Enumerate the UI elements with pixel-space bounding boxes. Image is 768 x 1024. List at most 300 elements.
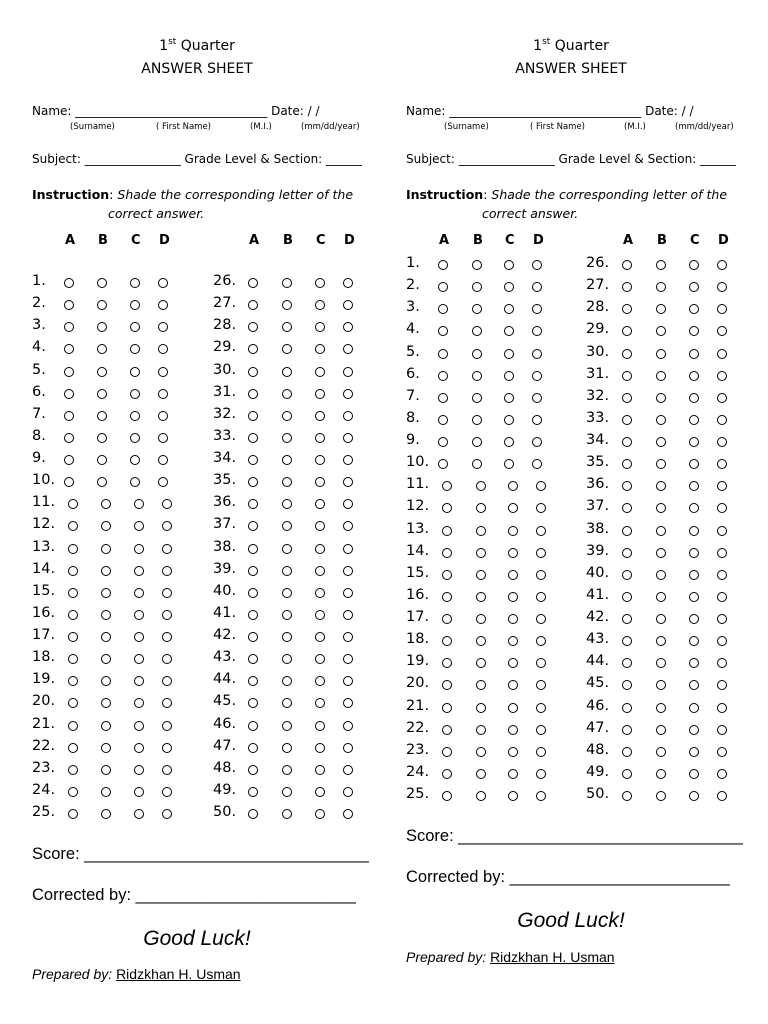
answer-bubble-d[interactable] [158, 455, 168, 465]
answer-bubble-d[interactable] [162, 765, 172, 775]
answer-bubble-b[interactable] [472, 260, 482, 270]
answer-bubble-c[interactable] [689, 570, 699, 580]
answer-bubble-a[interactable] [622, 791, 632, 801]
answer-bubble-d[interactable] [343, 389, 353, 399]
answer-bubble-a[interactable] [248, 743, 258, 753]
answer-bubble-a[interactable] [442, 481, 452, 491]
answer-bubble-d[interactable] [717, 459, 727, 469]
answer-bubble-c[interactable] [689, 481, 699, 491]
answer-bubble-b[interactable] [472, 349, 482, 359]
answer-bubble-d[interactable] [343, 632, 353, 642]
answer-bubble-a[interactable] [438, 326, 448, 336]
answer-bubble-a[interactable] [438, 304, 448, 314]
answer-bubble-c[interactable] [315, 566, 325, 576]
answer-bubble-c[interactable] [134, 610, 144, 620]
answer-bubble-a[interactable] [248, 521, 258, 531]
answer-bubble-c[interactable] [315, 389, 325, 399]
answer-bubble-b[interactable] [656, 769, 666, 779]
answer-bubble-c[interactable] [134, 566, 144, 576]
answer-bubble-b[interactable] [101, 743, 111, 753]
answer-bubble-a[interactable] [248, 588, 258, 598]
answer-bubble-a[interactable] [622, 415, 632, 425]
answer-bubble-a[interactable] [248, 544, 258, 554]
answer-bubble-c[interactable] [689, 548, 699, 558]
answer-bubble-a[interactable] [622, 459, 632, 469]
answer-bubble-c[interactable] [130, 455, 140, 465]
answer-bubble-c[interactable] [315, 322, 325, 332]
answer-bubble-d[interactable] [536, 791, 546, 801]
answer-bubble-a[interactable] [248, 300, 258, 310]
answer-bubble-a[interactable] [68, 544, 78, 554]
answer-bubble-a[interactable] [622, 326, 632, 336]
answer-bubble-a[interactable] [438, 437, 448, 447]
answer-bubble-d[interactable] [343, 278, 353, 288]
answer-bubble-c[interactable] [508, 526, 518, 536]
answer-bubble-a[interactable] [64, 477, 74, 487]
answer-bubble-a[interactable] [68, 765, 78, 775]
answer-bubble-c[interactable] [134, 632, 144, 642]
answer-bubble-b[interactable] [656, 304, 666, 314]
answer-bubble-a[interactable] [622, 658, 632, 668]
answer-bubble-a[interactable] [622, 393, 632, 403]
subject-grade-line[interactable]: Subject: ________________ Grade Level & Section: ______ [406, 152, 737, 166]
answer-bubble-b[interactable] [656, 548, 666, 558]
answer-bubble-b[interactable] [476, 503, 486, 513]
answer-bubble-b[interactable] [97, 322, 107, 332]
answer-bubble-a[interactable] [248, 367, 258, 377]
answer-bubble-d[interactable] [158, 322, 168, 332]
answer-bubble-a[interactable] [248, 654, 258, 664]
answer-bubble-d[interactable] [343, 411, 353, 421]
answer-bubble-b[interactable] [282, 676, 292, 686]
answer-bubble-a[interactable] [622, 636, 632, 646]
answer-bubble-b[interactable] [476, 703, 486, 713]
answer-bubble-c[interactable] [689, 459, 699, 469]
answer-bubble-a[interactable] [68, 632, 78, 642]
answer-bubble-a[interactable] [64, 433, 74, 443]
answer-bubble-b[interactable] [656, 658, 666, 668]
answer-bubble-d[interactable] [536, 570, 546, 580]
answer-bubble-d[interactable] [158, 433, 168, 443]
answer-bubble-b[interactable] [656, 481, 666, 491]
score-line[interactable]: Score: _______________________________ [406, 827, 743, 845]
answer-bubble-a[interactable] [622, 725, 632, 735]
answer-bubble-d[interactable] [717, 282, 727, 292]
answer-bubble-b[interactable] [101, 544, 111, 554]
answer-bubble-d[interactable] [158, 344, 168, 354]
answer-bubble-d[interactable] [717, 570, 727, 580]
answer-bubble-c[interactable] [315, 676, 325, 686]
answer-bubble-c[interactable] [508, 592, 518, 602]
answer-bubble-a[interactable] [442, 703, 452, 713]
answer-bubble-d[interactable] [162, 809, 172, 819]
answer-bubble-b[interactable] [656, 349, 666, 359]
answer-bubble-d[interactable] [343, 610, 353, 620]
answer-bubble-c[interactable] [504, 459, 514, 469]
answer-bubble-b[interactable] [476, 526, 486, 536]
answer-bubble-c[interactable] [504, 304, 514, 314]
answer-bubble-d[interactable] [158, 300, 168, 310]
answer-bubble-b[interactable] [472, 304, 482, 314]
answer-bubble-d[interactable] [343, 477, 353, 487]
answer-bubble-a[interactable] [68, 698, 78, 708]
answer-bubble-c[interactable] [689, 680, 699, 690]
answer-bubble-c[interactable] [134, 654, 144, 664]
answer-bubble-a[interactable] [438, 415, 448, 425]
answer-bubble-b[interactable] [282, 521, 292, 531]
answer-bubble-d[interactable] [532, 393, 542, 403]
answer-bubble-d[interactable] [162, 566, 172, 576]
answer-bubble-b[interactable] [97, 389, 107, 399]
answer-bubble-c[interactable] [508, 570, 518, 580]
answer-bubble-d[interactable] [717, 703, 727, 713]
answer-bubble-c[interactable] [689, 503, 699, 513]
answer-bubble-c[interactable] [689, 791, 699, 801]
answer-bubble-b[interactable] [476, 725, 486, 735]
answer-bubble-c[interactable] [315, 455, 325, 465]
answer-bubble-b[interactable] [656, 260, 666, 270]
answer-bubble-a[interactable] [248, 566, 258, 576]
answer-bubble-b[interactable] [101, 499, 111, 509]
answer-bubble-c[interactable] [134, 499, 144, 509]
answer-bubble-d[interactable] [158, 278, 168, 288]
answer-bubble-a[interactable] [442, 592, 452, 602]
answer-bubble-a[interactable] [622, 481, 632, 491]
answer-bubble-b[interactable] [656, 636, 666, 646]
answer-bubble-c[interactable] [504, 260, 514, 270]
answer-bubble-d[interactable] [343, 765, 353, 775]
answer-bubble-c[interactable] [689, 614, 699, 624]
answer-bubble-a[interactable] [64, 300, 74, 310]
answer-bubble-c[interactable] [508, 747, 518, 757]
answer-bubble-d[interactable] [717, 680, 727, 690]
answer-bubble-c[interactable] [130, 389, 140, 399]
answer-bubble-d[interactable] [343, 433, 353, 443]
answer-bubble-c[interactable] [315, 477, 325, 487]
answer-bubble-b[interactable] [282, 698, 292, 708]
answer-bubble-b[interactable] [101, 566, 111, 576]
answer-bubble-c[interactable] [134, 743, 144, 753]
answer-bubble-a[interactable] [68, 566, 78, 576]
answer-bubble-c[interactable] [315, 743, 325, 753]
answer-bubble-b[interactable] [282, 765, 292, 775]
answer-bubble-b[interactable] [282, 389, 292, 399]
answer-bubble-a[interactable] [438, 260, 448, 270]
answer-bubble-b[interactable] [101, 676, 111, 686]
answer-bubble-b[interactable] [97, 278, 107, 288]
answer-bubble-b[interactable] [476, 747, 486, 757]
answer-bubble-c[interactable] [508, 658, 518, 668]
answer-bubble-a[interactable] [64, 411, 74, 421]
answer-bubble-b[interactable] [282, 499, 292, 509]
answer-bubble-a[interactable] [248, 411, 258, 421]
answer-bubble-d[interactable] [343, 455, 353, 465]
answer-bubble-a[interactable] [68, 499, 78, 509]
answer-bubble-d[interactable] [158, 477, 168, 487]
answer-bubble-c[interactable] [315, 344, 325, 354]
answer-bubble-b[interactable] [472, 459, 482, 469]
answer-bubble-d[interactable] [717, 725, 727, 735]
answer-bubble-a[interactable] [248, 765, 258, 775]
answer-bubble-d[interactable] [343, 588, 353, 598]
answer-bubble-d[interactable] [536, 703, 546, 713]
answer-bubble-d[interactable] [532, 260, 542, 270]
answer-bubble-c[interactable] [508, 614, 518, 624]
answer-bubble-c[interactable] [689, 304, 699, 314]
answer-bubble-a[interactable] [438, 282, 448, 292]
subject-grade-line[interactable]: Subject: ________________ Grade Level & Section: ______ [32, 152, 363, 166]
answer-bubble-d[interactable] [717, 747, 727, 757]
answer-bubble-a[interactable] [68, 809, 78, 819]
answer-bubble-b[interactable] [472, 393, 482, 403]
answer-bubble-a[interactable] [248, 787, 258, 797]
answer-bubble-d[interactable] [717, 481, 727, 491]
answer-bubble-a[interactable] [248, 721, 258, 731]
answer-bubble-c[interactable] [504, 282, 514, 292]
answer-bubble-b[interactable] [282, 300, 292, 310]
corrected-by-line[interactable]: Corrected by: ________________________ [406, 868, 730, 886]
answer-bubble-b[interactable] [656, 791, 666, 801]
answer-bubble-b[interactable] [282, 411, 292, 421]
answer-bubble-d[interactable] [536, 503, 546, 513]
answer-bubble-d[interactable] [717, 349, 727, 359]
answer-bubble-a[interactable] [68, 588, 78, 598]
answer-bubble-a[interactable] [248, 610, 258, 620]
answer-bubble-b[interactable] [476, 791, 486, 801]
answer-bubble-a[interactable] [442, 636, 452, 646]
answer-bubble-b[interactable] [282, 809, 292, 819]
answer-bubble-c[interactable] [134, 676, 144, 686]
answer-bubble-a[interactable] [622, 349, 632, 359]
answer-bubble-b[interactable] [101, 721, 111, 731]
answer-bubble-c[interactable] [689, 349, 699, 359]
answer-bubble-a[interactable] [248, 344, 258, 354]
answer-bubble-a[interactable] [442, 769, 452, 779]
answer-bubble-d[interactable] [158, 389, 168, 399]
answer-bubble-c[interactable] [689, 526, 699, 536]
answer-bubble-d[interactable] [536, 481, 546, 491]
answer-bubble-a[interactable] [622, 680, 632, 690]
answer-bubble-d[interactable] [158, 411, 168, 421]
answer-bubble-b[interactable] [656, 703, 666, 713]
answer-bubble-a[interactable] [622, 548, 632, 558]
name-date-line[interactable]: Name: ________________________________ Date: / / [32, 104, 320, 118]
answer-bubble-d[interactable] [717, 791, 727, 801]
answer-bubble-c[interactable] [504, 437, 514, 447]
answer-bubble-c[interactable] [508, 503, 518, 513]
answer-bubble-a[interactable] [442, 503, 452, 513]
answer-bubble-c[interactable] [504, 349, 514, 359]
answer-bubble-d[interactable] [343, 721, 353, 731]
answer-bubble-d[interactable] [162, 743, 172, 753]
answer-bubble-c[interactable] [508, 636, 518, 646]
answer-bubble-b[interactable] [476, 570, 486, 580]
answer-bubble-c[interactable] [315, 411, 325, 421]
answer-bubble-d[interactable] [162, 721, 172, 731]
answer-bubble-a[interactable] [248, 389, 258, 399]
answer-bubble-c[interactable] [134, 809, 144, 819]
answer-bubble-c[interactable] [130, 278, 140, 288]
answer-bubble-a[interactable] [64, 322, 74, 332]
answer-bubble-d[interactable] [343, 566, 353, 576]
answer-bubble-a[interactable] [64, 389, 74, 399]
answer-bubble-c[interactable] [689, 371, 699, 381]
answer-bubble-b[interactable] [656, 747, 666, 757]
answer-bubble-b[interactable] [97, 433, 107, 443]
answer-bubble-c[interactable] [689, 747, 699, 757]
answer-bubble-b[interactable] [472, 371, 482, 381]
answer-bubble-c[interactable] [689, 703, 699, 713]
answer-bubble-d[interactable] [162, 544, 172, 554]
answer-bubble-b[interactable] [476, 680, 486, 690]
answer-bubble-d[interactable] [343, 367, 353, 377]
answer-bubble-b[interactable] [282, 433, 292, 443]
answer-bubble-a[interactable] [248, 698, 258, 708]
answer-bubble-b[interactable] [101, 632, 111, 642]
corrected-by-line[interactable]: Corrected by: ________________________ [32, 886, 356, 904]
answer-bubble-d[interactable] [717, 326, 727, 336]
answer-bubble-b[interactable] [656, 437, 666, 447]
answer-bubble-b[interactable] [656, 282, 666, 292]
answer-bubble-a[interactable] [442, 658, 452, 668]
answer-bubble-d[interactable] [162, 654, 172, 664]
answer-bubble-c[interactable] [315, 521, 325, 531]
answer-bubble-d[interactable] [532, 304, 542, 314]
answer-bubble-b[interactable] [472, 437, 482, 447]
answer-bubble-a[interactable] [64, 455, 74, 465]
answer-bubble-a[interactable] [442, 548, 452, 558]
answer-bubble-a[interactable] [68, 787, 78, 797]
answer-bubble-a[interactable] [442, 725, 452, 735]
answer-bubble-a[interactable] [64, 278, 74, 288]
answer-bubble-d[interactable] [717, 658, 727, 668]
answer-bubble-b[interactable] [282, 278, 292, 288]
answer-bubble-a[interactable] [442, 747, 452, 757]
answer-bubble-c[interactable] [130, 411, 140, 421]
answer-bubble-b[interactable] [472, 415, 482, 425]
answer-bubble-c[interactable] [315, 787, 325, 797]
answer-bubble-d[interactable] [717, 503, 727, 513]
answer-bubble-c[interactable] [689, 437, 699, 447]
answer-bubble-d[interactable] [717, 260, 727, 270]
answer-bubble-c[interactable] [689, 326, 699, 336]
answer-bubble-c[interactable] [508, 791, 518, 801]
answer-bubble-d[interactable] [343, 743, 353, 753]
answer-bubble-d[interactable] [536, 636, 546, 646]
answer-bubble-a[interactable] [622, 570, 632, 580]
answer-bubble-b[interactable] [476, 548, 486, 558]
answer-bubble-b[interactable] [282, 544, 292, 554]
answer-bubble-c[interactable] [504, 415, 514, 425]
answer-bubble-b[interactable] [656, 459, 666, 469]
answer-bubble-d[interactable] [343, 544, 353, 554]
answer-bubble-a[interactable] [438, 459, 448, 469]
answer-bubble-d[interactable] [343, 698, 353, 708]
answer-bubble-b[interactable] [656, 371, 666, 381]
answer-bubble-c[interactable] [134, 721, 144, 731]
answer-bubble-d[interactable] [343, 344, 353, 354]
answer-bubble-a[interactable] [622, 526, 632, 536]
answer-bubble-d[interactable] [532, 437, 542, 447]
answer-bubble-d[interactable] [717, 769, 727, 779]
answer-bubble-d[interactable] [717, 415, 727, 425]
answer-bubble-a[interactable] [68, 654, 78, 664]
answer-bubble-d[interactable] [717, 592, 727, 602]
answer-bubble-b[interactable] [282, 322, 292, 332]
answer-bubble-d[interactable] [536, 614, 546, 624]
answer-bubble-c[interactable] [130, 300, 140, 310]
answer-bubble-a[interactable] [622, 282, 632, 292]
answer-bubble-b[interactable] [282, 477, 292, 487]
answer-bubble-a[interactable] [68, 743, 78, 753]
answer-bubble-a[interactable] [68, 676, 78, 686]
answer-bubble-d[interactable] [162, 787, 172, 797]
answer-bubble-b[interactable] [656, 326, 666, 336]
answer-bubble-a[interactable] [622, 769, 632, 779]
answer-bubble-d[interactable] [532, 415, 542, 425]
answer-bubble-d[interactable] [532, 459, 542, 469]
answer-bubble-c[interactable] [689, 658, 699, 668]
answer-bubble-a[interactable] [622, 437, 632, 447]
answer-bubble-b[interactable] [656, 393, 666, 403]
answer-bubble-c[interactable] [504, 393, 514, 403]
answer-bubble-c[interactable] [504, 326, 514, 336]
answer-bubble-a[interactable] [622, 371, 632, 381]
answer-bubble-c[interactable] [315, 588, 325, 598]
answer-bubble-d[interactable] [536, 680, 546, 690]
answer-bubble-c[interactable] [689, 282, 699, 292]
answer-bubble-b[interactable] [476, 769, 486, 779]
answer-bubble-c[interactable] [130, 367, 140, 377]
answer-bubble-b[interactable] [476, 636, 486, 646]
answer-bubble-c[interactable] [130, 477, 140, 487]
answer-bubble-a[interactable] [622, 503, 632, 513]
answer-bubble-d[interactable] [717, 636, 727, 646]
answer-bubble-c[interactable] [315, 632, 325, 642]
answer-bubble-c[interactable] [315, 610, 325, 620]
answer-bubble-a[interactable] [248, 278, 258, 288]
answer-bubble-b[interactable] [656, 614, 666, 624]
answer-bubble-b[interactable] [282, 455, 292, 465]
answer-bubble-b[interactable] [282, 588, 292, 598]
answer-bubble-c[interactable] [130, 344, 140, 354]
answer-bubble-d[interactable] [162, 521, 172, 531]
answer-bubble-c[interactable] [689, 725, 699, 735]
answer-bubble-c[interactable] [134, 787, 144, 797]
answer-bubble-d[interactable] [162, 499, 172, 509]
answer-bubble-a[interactable] [248, 477, 258, 487]
answer-bubble-d[interactable] [162, 676, 172, 686]
answer-bubble-c[interactable] [315, 300, 325, 310]
answer-bubble-a[interactable] [442, 614, 452, 624]
answer-bubble-b[interactable] [282, 654, 292, 664]
answer-bubble-d[interactable] [158, 367, 168, 377]
answer-bubble-c[interactable] [689, 393, 699, 403]
answer-bubble-b[interactable] [97, 300, 107, 310]
answer-bubble-b[interactable] [476, 614, 486, 624]
answer-bubble-d[interactable] [536, 658, 546, 668]
answer-bubble-d[interactable] [532, 282, 542, 292]
answer-bubble-d[interactable] [343, 809, 353, 819]
answer-bubble-c[interactable] [315, 433, 325, 443]
answer-bubble-c[interactable] [130, 322, 140, 332]
name-date-line[interactable]: Name: ________________________________ Date: / / [406, 104, 694, 118]
answer-bubble-b[interactable] [97, 367, 107, 377]
answer-bubble-b[interactable] [282, 743, 292, 753]
answer-bubble-b[interactable] [101, 698, 111, 708]
answer-bubble-a[interactable] [68, 610, 78, 620]
answer-bubble-b[interactable] [101, 521, 111, 531]
